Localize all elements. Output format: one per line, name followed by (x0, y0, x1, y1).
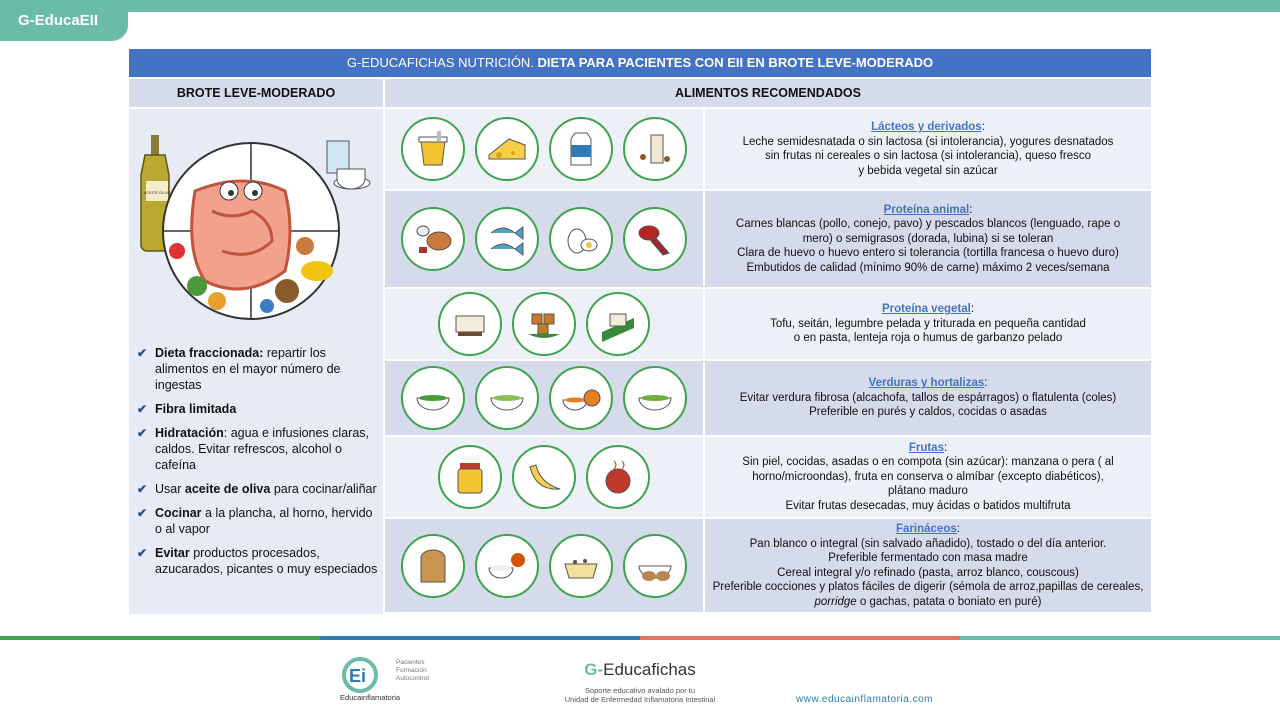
right-header: ALIMENTOS RECOMENDADOS (385, 79, 1151, 107)
plant-milk-icon (623, 117, 687, 181)
eggs-icon (549, 207, 613, 271)
educafichas-logo: G-Educafichas Soporte educativo avalado por tu Unidad de Enfermedad Inflamatoria Intestinal (564, 660, 716, 704)
seitan-icon (512, 292, 576, 356)
food-row-animal-protein: Proteína animal: Carnes blancas (pollo, conejo, pavo) y pescados blancos (lenguado, rape o mero) o semigrasos (dorada, lubina) si se toleran Clara de huevo o huevo entero si tolerancia (tortilla francesa o huevo duro) Embutidos de calidad (mínimo 90% de carne) máximo 2 veces/semana (385, 191, 1151, 287)
check-icon: ✔ (137, 482, 148, 496)
checklist-item: ✔ Usar aceite de oliva para cocinar/aliñar (137, 482, 377, 496)
checklist-item: ✔ Hidratación: agua e infusiones claras, caldos. Evitar refrescos, alcohol o cafeína (137, 426, 369, 472)
check-icon: ✔ (137, 546, 148, 560)
checklist-item: ✔ Dieta fraccionada: repartir los alimentos en el mayor número de ingestas (137, 346, 341, 392)
nutrition-sheet (129, 49, 1151, 614)
tofu-leaf-icon (586, 292, 650, 356)
rice-pasta-icon (475, 534, 539, 598)
banana-icon (512, 445, 576, 509)
yogurt-icon (401, 117, 465, 181)
svg-text:Ei: Ei (349, 666, 367, 686)
water-cup-icon (327, 141, 370, 189)
ei-logo-icon (336, 655, 386, 695)
brand-logo: G-EducaEII (0, 0, 128, 41)
left-column (129, 79, 383, 614)
sheet-title: G-EDUCAFICHAS NUTRICIÓN. DIETA PARA PACIENTES CON EII EN BROTE LEVE-MODERADO (129, 49, 1151, 77)
intestine-icon (192, 181, 290, 289)
right-column (385, 79, 1151, 614)
checklist-item: ✔ Fibra limitada (137, 402, 237, 416)
svg-text:ACEITE OLIVA: ACEITE OLIVA (143, 190, 171, 195)
check-icon: ✔ (137, 426, 148, 440)
fish-icon (475, 207, 539, 271)
fruit-jar-icon (438, 445, 502, 509)
check-icon: ✔ (137, 346, 148, 360)
couscous-icon (549, 534, 613, 598)
left-header: BROTE LEVE-MODERADO (129, 79, 383, 107)
tofu-icon (438, 292, 502, 356)
food-row-fruits: Frutas: Sin piel, cocidas, asadas o en compota (sin azúcar): manzana o pera ( al horno/microondas), fruta en conserva o almíbar (excepto diabéticos), plátano maduro Evitar frutas desecadas, muy ácidas o batidos multifruta (385, 437, 1151, 517)
diet-checklist (137, 345, 381, 585)
pumpkin-soup-icon (549, 366, 613, 430)
check-icon: ✔ (137, 506, 148, 520)
toast-icon (401, 534, 465, 598)
checklist-item: ✔ Cocinar a la plancha, al horno, hervido o al vapor (137, 506, 373, 536)
footer-color-stripe (0, 636, 1280, 640)
vegetable-puree-icon (401, 366, 465, 430)
cured-meat-icon (623, 207, 687, 271)
food-row-vegetables: Verduras y hortalizas: Evitar verdura fibrosa (alcachofa, tallos de espárragos) o flatulenta (coles) Preferible en purés y caldos, cocidas o asadas (385, 361, 1151, 435)
cheese-icon (475, 117, 539, 181)
top-accent-bar (0, 0, 1280, 12)
poultry-rabbit-icon (401, 207, 465, 271)
food-row-starches: Farináceos: Pan blanco o integral (sin salvado añadido), tostado o del día anterior. Preferible fermentado con masa madre Cereal integral y/o refinado (pasta, arroz blanco, couscous) Preferible cocciones y platos fáciles de digerir (sémola de arroz,papillas de cereales, porridge o gachas, patata o boniato en puré) (385, 519, 1151, 612)
plate-illustration (137, 121, 377, 321)
vegetable-soup-icon (475, 366, 539, 430)
baked-apple-icon (586, 445, 650, 509)
checklist-item: ✔ Evitar productos procesados, azucarados, picantes o muy especiados (137, 546, 378, 576)
website-link[interactable]: www.educainflamatoria.com (796, 694, 933, 705)
check-icon: ✔ (137, 402, 148, 416)
pea-soup-icon (623, 366, 687, 430)
food-row-dairy: Lácteos y derivados: Leche semidesnatada o sin lactosa (si intolerancia), yogures desnatados sin frutas ni cereales o sin lactosa (si intolerancia), queso fresco y bebida vegetal sin azúcar (385, 109, 1151, 189)
educainflamatoria-logo: Ei Pacientes Formación Autocontrol Educainflamatoria (336, 655, 436, 705)
milk-carton-icon (549, 117, 613, 181)
potatoes-icon (623, 534, 687, 598)
food-row-vegetable-protein: Proteína vegetal: Tofu, seitán, legumbre pelada y triturada en pequeña cantidad o en pasta, lenteja roja o humus de garbanzo pelado (385, 289, 1151, 359)
